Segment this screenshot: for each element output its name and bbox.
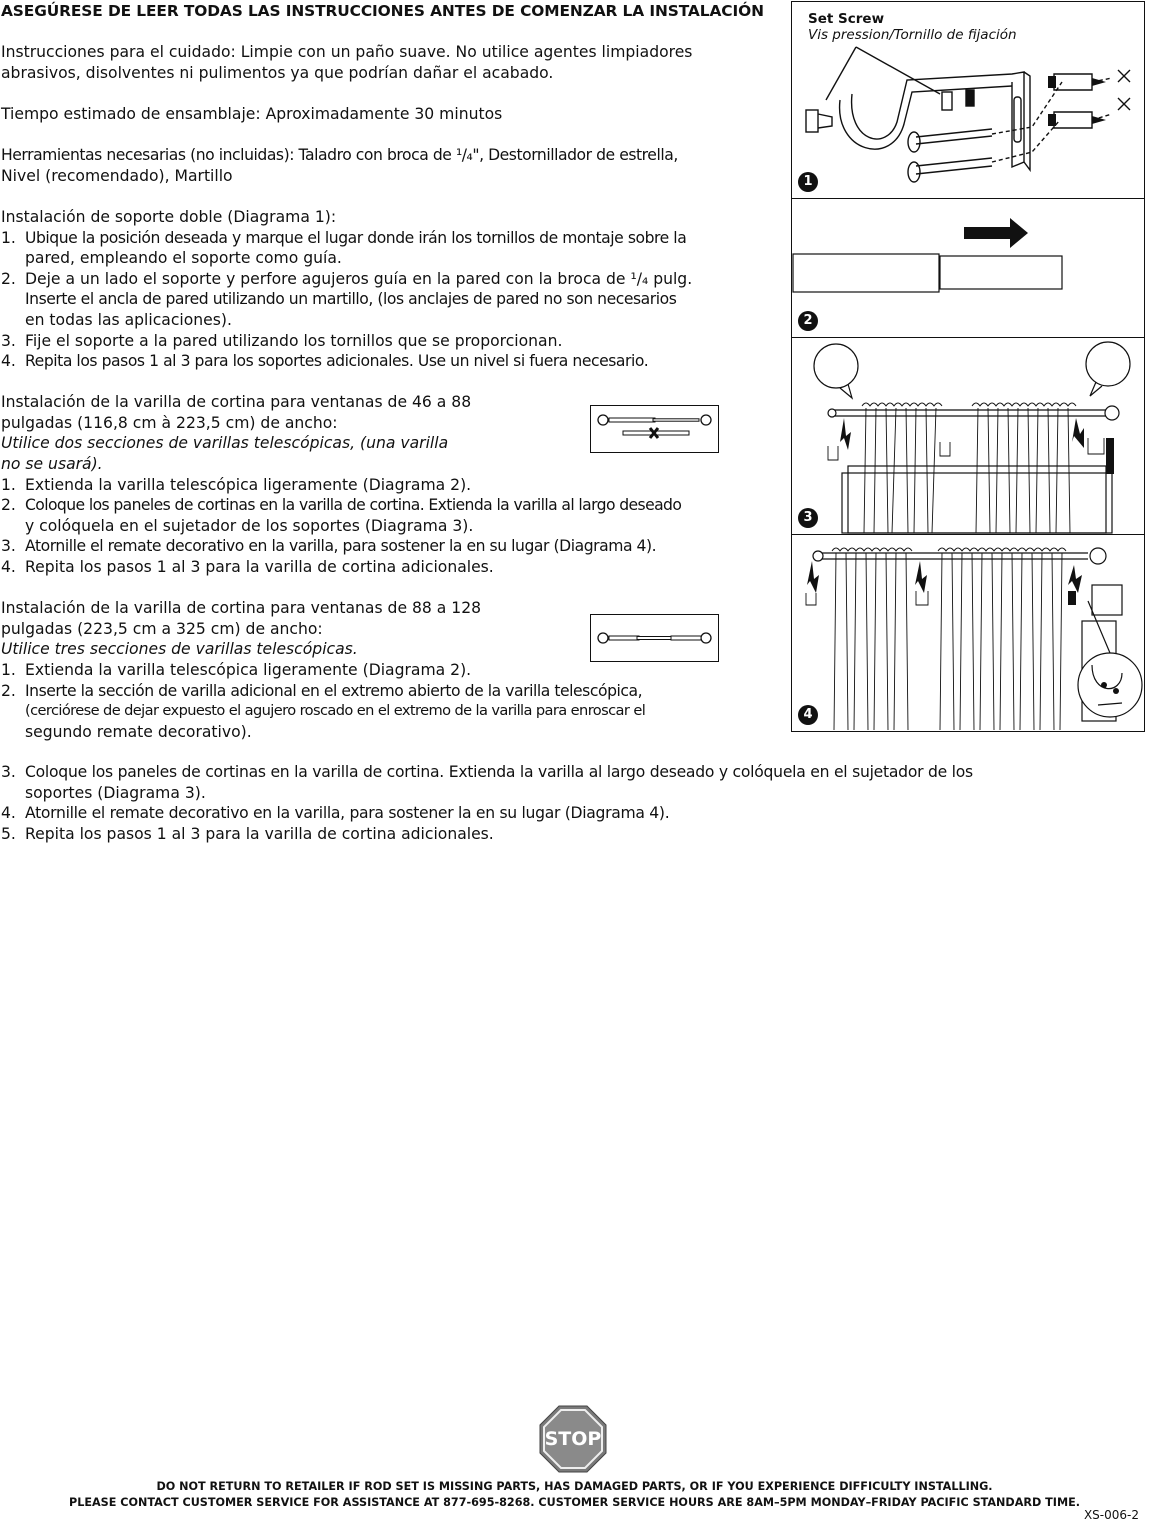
list-item <box>1 536 786 557</box>
step-number: 3. <box>1 537 16 556</box>
step-number: 3. <box>1 763 16 781</box>
step-text: en todas las aplicaciones). <box>25 310 232 329</box>
footer-contact: PLEASE CONTACT CUSTOMER SERVICE FOR ASSISTANCE AT 877-695-8268. CUSTOMER SERVICE HOURS ARE 8AM–5PM MONDAY–FRIDAY PACIFIC STANDARD TIME. <box>69 1496 1080 1509</box>
list-item <box>1 824 1149 845</box>
finial-attach-drawing <box>792 535 1144 731</box>
step-text: Fije el soporte a la pared utilizando los tornillos que se proporcionan. <box>25 331 563 350</box>
set-screw-title: Set Screw <box>808 11 885 27</box>
list-item <box>1 331 786 352</box>
diagram-2-badge: 2 <box>798 311 818 331</box>
step-number: 3. <box>1 331 16 350</box>
rod-88-128-note: Utilice tres secciones de varillas telescópicas. <box>1 640 358 659</box>
diagram-1-bracket <box>791 1 1145 199</box>
arrow-right-icon <box>964 218 1028 248</box>
step-number: 4. <box>1 352 16 371</box>
step-text: Extienda la varilla telescópica ligeramente (Diagrama 2). <box>25 475 472 494</box>
step-text: Inserte el ancla de pared utilizando un martillo, (los anclajes de pared no son necesarios <box>25 290 677 309</box>
rod-46-88-title: pulgadas (116,8 cm à 223,5 cm) de ancho: <box>1 413 338 432</box>
step-number: 1. <box>1 228 16 247</box>
page-heading: ASEGÚRESE DE LEER TODAS LAS INSTRUCCIONES ANTES DE COMENZAR LA INSTALACIÓN <box>1 2 764 20</box>
footer-warning: DO NOT RETURN TO RETAILER IF ROD SET IS MISSING PARTS, HAS DAMAGED PARTS, OR IF YOU EXPERIENCE DIFFICULTY INSTALLING. <box>156 1480 993 1493</box>
list-item <box>1 351 786 372</box>
care-line-2: abrasivos, disolventes ni pulimentos ya que podrían dañar el acabado. <box>1 63 554 82</box>
extend-rod-drawing <box>792 199 1144 337</box>
step-text: Repita los pasos 1 al 3 para los soportes adicionales. Use un nivel si fuera necesario. <box>25 352 649 371</box>
list-item <box>1 803 1149 824</box>
diagram-3-badge: 3 <box>798 508 818 528</box>
list-item <box>1 475 786 496</box>
bracket-drawing <box>792 2 1144 198</box>
diagram-2-extend-rod <box>791 198 1145 338</box>
care-line-1: Instrucciones para el cuidado: Limpie con un paño suave. No utilice agentes limpiadores <box>1 43 693 62</box>
diagram-3-curtain-on-brackets <box>791 337 1145 535</box>
step-text: Extienda la varilla telescópica ligeramente (Diagrama 2). <box>25 661 472 679</box>
curtain-panels <box>828 403 1104 533</box>
step-number: 1. <box>1 661 16 679</box>
step-text: Coloque los paneles de cortinas en la varilla de cortina. Extienda la varilla al largo deseado y colóquela en el sujetador de los <box>25 763 973 781</box>
list-item <box>1 495 786 536</box>
step-number: 5. <box>1 824 16 843</box>
list-item <box>1 681 786 743</box>
step-text: (cerciórese de dejar expuesto el agujero roscado en el extremo de la varilla para enroscar el <box>25 702 646 720</box>
step-number: 1. <box>1 475 16 494</box>
step-number: 4. <box>1 804 16 823</box>
step-text: Inserte la sección de varilla adicional en el extremo abierto de la varilla telescópica, <box>25 681 643 700</box>
step-text: Repita los pasos 1 al 3 para la varilla de cortina adicionales. <box>25 558 494 577</box>
diagram-1-badge: 1 <box>798 172 818 192</box>
stop-sign-icon <box>539 1405 607 1473</box>
list-item <box>1 269 786 331</box>
tools-line-2: Nivel (recomendado), Martillo <box>1 166 233 185</box>
step-text: Atornille el remate decorativo en la varilla, para sostener la en su lugar (Diagrama 4). <box>25 537 657 556</box>
list-item <box>1 660 786 681</box>
curtain-hang-drawing <box>792 338 1144 534</box>
assembly-time: Tiempo estimado de ensamblaje: Aproximadamente 30 minutos <box>1 104 503 123</box>
three-section-rod-diagram <box>590 614 719 662</box>
step-text: y colóquela en el sujetador de los soportes (Diagrama 3). <box>25 516 474 535</box>
step-number: 2. <box>1 496 16 515</box>
step-number: 4. <box>1 558 16 577</box>
list-item <box>1 557 786 578</box>
step-text: Deje a un lado el soporte y perfore agujeros guía en la pared con la broca de ¹/₄ pulg. <box>25 269 693 288</box>
step-number: 2. <box>1 681 16 700</box>
list-item <box>1 228 786 269</box>
stop-sign-text: STOP <box>544 1428 602 1450</box>
step-text: Atornille el remate decorativo en la varilla, para sostener la en su lugar (Diagrama 4). <box>25 804 670 823</box>
step-text: segundo remate decorativo). <box>25 722 252 741</box>
rod-46-88-note: Utilice dos secciones de varillas telescópicas, (una varilla <box>1 434 449 453</box>
tools-line-1: Herramientas necesarias (no incluidas): Taladro con broca de ¹/₄", Destornillador de estrella, <box>1 146 678 165</box>
list-item <box>1 762 1149 803</box>
step-text: soportes (Diagrama 3). <box>25 783 206 802</box>
step-text: Coloque los paneles de cortinas en la varilla de cortina. Extienda la varilla al largo deseado <box>25 496 682 515</box>
rod-88-128-title: pulgadas (223,5 cm a 325 cm) de ancho: <box>1 619 323 638</box>
diagram-4-attach-finial <box>791 534 1145 732</box>
step-number: 2. <box>1 269 16 288</box>
document-code: XS-006-2 <box>1083 1508 1139 1522</box>
diagram-4-badge: 4 <box>798 705 818 725</box>
rod-88-128-title: Instalación de la varilla de cortina para ventanas de 88 a 128 <box>1 599 482 618</box>
two-section-rod-diagram <box>590 405 719 453</box>
step-text: pared, empleando el soporte como guía. <box>25 249 342 268</box>
step-text: Repita los pasos 1 al 3 para la varilla de cortina adicionales. <box>25 824 494 843</box>
double-bracket-title: Instalación de soporte doble (Diagrama 1): <box>1 207 337 226</box>
step-text: Ubique la posición deseada y marque el lugar donde irán los tornillos de montaje sobre la <box>25 228 687 247</box>
set-screw-subtitle: Vis pression/Tornillo de fijación <box>808 27 1017 43</box>
instructions-continued <box>1 762 1149 844</box>
curtain-panels <box>806 548 1066 730</box>
rod-46-88-title: Instalación de la varilla de cortina para ventanas de 46 a 88 <box>1 393 472 412</box>
rod-46-88-note: no se usará). <box>1 455 103 474</box>
